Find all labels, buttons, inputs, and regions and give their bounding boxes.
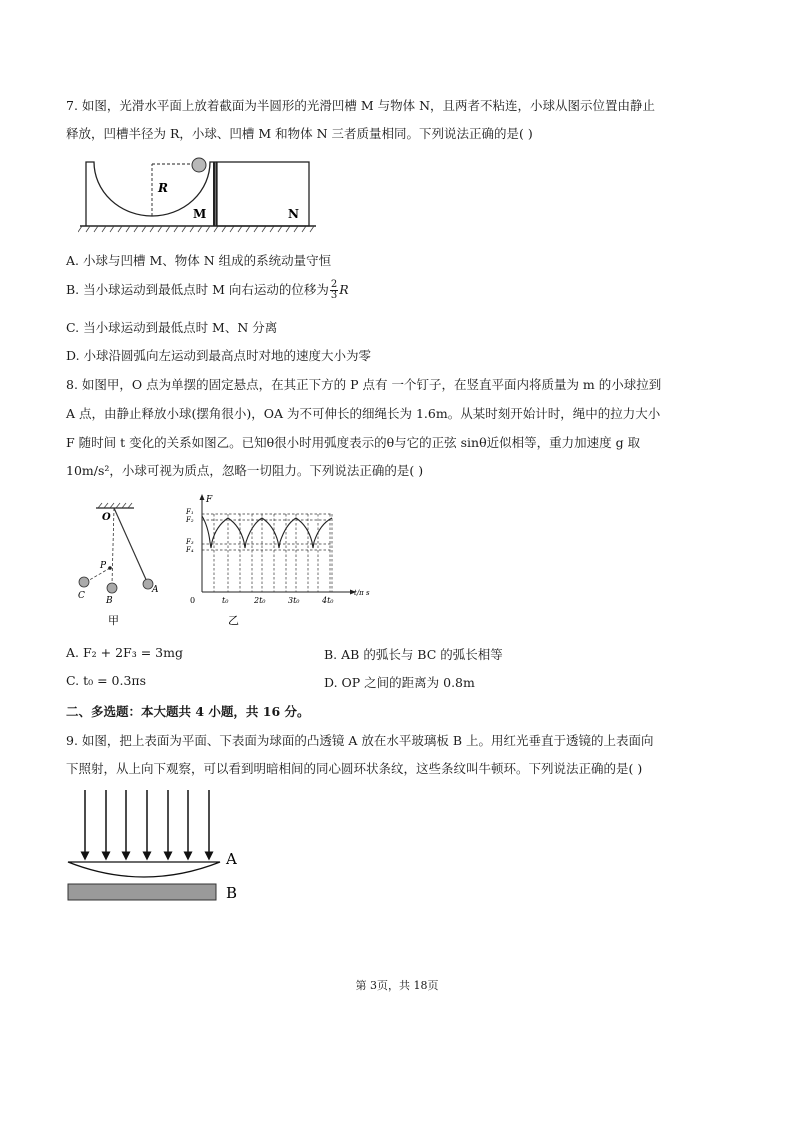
q7-option-d: D. 小球沿圆弧向左运动到最高点时对地的速度大小为零	[66, 348, 372, 363]
q8-ball-c	[79, 577, 89, 587]
q8-line2: A 点，由静止释放小球(摆角很小)，OA 为不可伸长的细绳长为 1.6m。从某时刻开始计时，绳中的拉力大小	[66, 406, 661, 421]
q8-line1: 8. 如图甲，O 点为单摆的固定悬点，在其正下方的 P 点有 一个钉子，在竖直平面内将质量为 m 的小球拉到	[66, 377, 662, 392]
q9-line2: 下照射，从上向下观察，可以看到明暗相间的同心圆环状条纹，这些条纹叫牛顿环。下列说法正确的是( )	[66, 761, 643, 776]
q7-option-b	[66, 280, 349, 301]
svg-text:B: B	[106, 596, 113, 606]
q8-caption-yi: 乙	[228, 614, 239, 627]
q8-figure-jia	[72, 500, 172, 630]
q8-option-c: C. t₀ = 0.3πs	[66, 673, 147, 688]
q8-force-curve	[202, 516, 332, 548]
section-heading: 二、多选题：本大题共 4 小题，共 16 分。	[66, 704, 310, 719]
q8-option-b: B. AB 的弧长与 BC 的弧长相等	[324, 647, 503, 662]
q7-ground-hatch	[78, 226, 314, 232]
q8-caption-jia: 甲	[108, 614, 119, 627]
page-footer: 第 3页，共 18页	[355, 979, 439, 992]
q7-label-r: R	[158, 181, 168, 195]
q9-lens-a	[68, 862, 220, 877]
svg-text:2t₀: 2t₀	[254, 596, 266, 605]
q8-line3: F 随时间 t 变化的关系如图乙。已知θ很小时用弧度表示的θ与它的正弦 sinθ近似相等，重力加速度 g 取	[66, 435, 641, 450]
svg-text:B: B	[226, 884, 238, 902]
q7-figure	[78, 156, 338, 236]
q9-line1: 9. 如图，把上表面为平面、下表面为球面的凸透镜 A 放在水平玻璃板 B 上。用红光垂直于透镜的上表面向	[66, 733, 654, 748]
svg-text:O: O	[102, 512, 111, 523]
q7-label-m: M	[193, 207, 207, 221]
svg-text:F₄: F₄	[186, 546, 194, 554]
q9-figure	[64, 786, 254, 911]
svg-text:F₂: F₂	[186, 516, 194, 524]
q7-option-b-den: 3	[330, 290, 338, 301]
q8-line4: 10m/s²，小球可视为质点，忽略一切阻力。下列说法正确的是( )	[66, 463, 424, 478]
q8-option-d: D. OP 之间的距离为 0.8m	[324, 675, 475, 690]
svg-text:F: F	[206, 495, 213, 505]
q7-option-b-unit: R	[339, 282, 349, 297]
svg-text:C: C	[78, 591, 85, 601]
q8-peg-p	[108, 566, 112, 570]
q7-option-b-num: 2	[330, 279, 338, 290]
svg-text:P: P	[100, 561, 107, 571]
svg-text:t/π s: t/π s	[354, 589, 370, 597]
svg-text:A: A	[226, 850, 237, 868]
q7-option-b-text: B. 当小球运动到最低点时 M 向右运动的位移为	[66, 282, 329, 297]
q7-line1: 7. 如图，光滑水平面上放着截面为半圆形的光滑凹槽 M 与物体 N，且两者不粘连，小球从图示位置由静止	[66, 98, 656, 113]
q8-figure-yi	[182, 492, 382, 627]
q7-ball	[192, 158, 206, 172]
q8-option-a: A. F₂ + 2F₃ = 3mg	[66, 645, 183, 660]
svg-text:0: 0	[190, 596, 196, 605]
q8-ball-b	[107, 583, 117, 593]
svg-text:3t₀: 3t₀	[288, 596, 300, 605]
q7-option-a: A. 小球与凹槽 M、物体 N 组成的系统动量守恒	[66, 253, 332, 268]
svg-text:4t₀: 4t₀	[322, 596, 334, 605]
svg-text:t₀: t₀	[222, 596, 229, 605]
q7-option-c: C. 当小球运动到最低点时 M、N 分离	[66, 320, 278, 335]
q9-glass-b	[68, 884, 216, 900]
q7-label-n: N	[288, 207, 299, 221]
svg-text:F₁: F₁	[186, 508, 194, 516]
q8-string-oa	[114, 508, 148, 584]
q7-option-b-fraction	[330, 280, 338, 301]
q9-light-arrows	[85, 790, 209, 856]
svg-text:F₃: F₃	[186, 538, 194, 546]
svg-text:A: A	[152, 585, 159, 595]
q7-line2: 释放，凹槽半径为 R，小球、凹槽 M 和物体 N 三者质量相同。下列说法正确的是( )	[66, 126, 533, 141]
